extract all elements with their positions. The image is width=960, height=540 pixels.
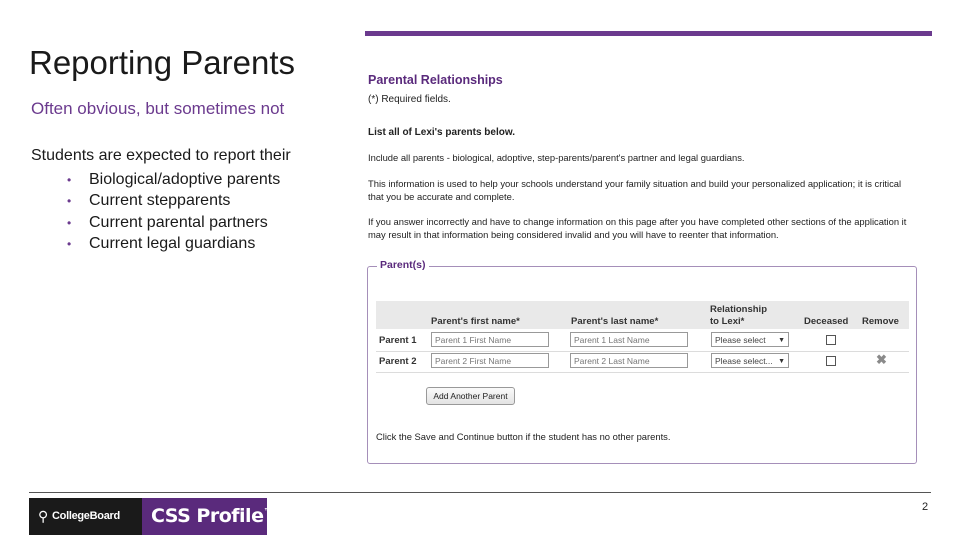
deceased-checkbox[interactable] xyxy=(826,335,836,345)
bullet-dot-icon: • xyxy=(67,236,72,251)
bullet-item: • Current parental partners xyxy=(64,212,280,233)
relationship-select[interactable]: Please select ▼ xyxy=(711,332,789,347)
table-header xyxy=(376,301,909,329)
col-relationship: Relationship to Lexi* xyxy=(710,304,768,327)
bullet-dot-icon: • xyxy=(67,173,72,187)
bullet-item: • Current legal guardians xyxy=(64,233,280,254)
parents-fieldset xyxy=(367,259,917,464)
list-heading: List all of Lexi's parents below. xyxy=(368,127,516,138)
top-accent-bar xyxy=(365,31,932,36)
add-parent-button[interactable]: Add Another Parent xyxy=(426,387,515,405)
college-board-logo: ⚲ CollegeBoard xyxy=(29,498,142,535)
bullet-item: • Biological/adoptive parents xyxy=(64,169,280,190)
bullet-list xyxy=(64,169,280,254)
bullet-dot-icon: • xyxy=(67,215,72,230)
row-label: Parent 2 xyxy=(379,356,417,367)
instructions-paragraph: This information is used to help your schools understand your family situation and build your personalized application; it is critical that you be accurate and complete. xyxy=(368,178,902,202)
table-row xyxy=(376,351,909,373)
last-name-input[interactable]: Parent 1 Last Name xyxy=(570,332,688,347)
instructions-paragraph: Include all parents - biological, adoptive, step-parents/parent's partner and legal guardians. xyxy=(368,152,745,163)
col-first-name: Parent's first name* xyxy=(431,316,520,327)
remove-icon[interactable]: ✖ xyxy=(876,352,887,367)
col-deceased: Deceased xyxy=(804,316,849,327)
chevron-down-icon: ▼ xyxy=(778,358,785,365)
bullet-dot-icon: • xyxy=(67,194,72,209)
deceased-checkbox[interactable] xyxy=(826,356,836,366)
bullet-item: • Current stepparents xyxy=(64,190,280,211)
intro-text: Students are expected to report their xyxy=(31,147,291,164)
parents-table xyxy=(376,301,909,373)
css-profile-logo: CSS Profile™ xyxy=(142,498,267,535)
row-label: Parent 1 xyxy=(379,335,417,346)
last-name-input[interactable]: Parent 2 Last Name xyxy=(570,353,688,368)
first-name-input[interactable]: Parent 2 First Name xyxy=(431,353,549,368)
relationship-select[interactable]: Please select... ▼ xyxy=(711,353,789,368)
col-last-name: Parent's last name* xyxy=(571,316,659,327)
acorn-icon: ⚲ xyxy=(38,508,49,524)
instructions-paragraph: If you answer incorrectly and have to change information on this page after you have completed other sections of the application it may result in that information being considered invalid and you will have to reenter that information. xyxy=(368,216,907,240)
required-note: (*) Required fields. xyxy=(368,94,451,105)
page-number: 2 xyxy=(922,501,929,513)
slide-title: Reporting Parents xyxy=(29,44,295,81)
chevron-down-icon: ▼ xyxy=(778,337,785,344)
fieldset-legend: Parent(s) xyxy=(377,259,429,271)
first-name-input[interactable]: Parent 1 First Name xyxy=(431,332,549,347)
table-row xyxy=(376,330,909,352)
col-remove: Remove xyxy=(862,316,899,327)
form-footer-note: Click the Save and Continue button if the student has no other parents. xyxy=(376,431,671,442)
footer-divider xyxy=(29,492,931,493)
form-screenshot xyxy=(366,70,918,466)
form-title: Parental Relationships xyxy=(368,73,503,87)
slide-subtitle: Often obvious, but sometimes not xyxy=(31,99,285,118)
